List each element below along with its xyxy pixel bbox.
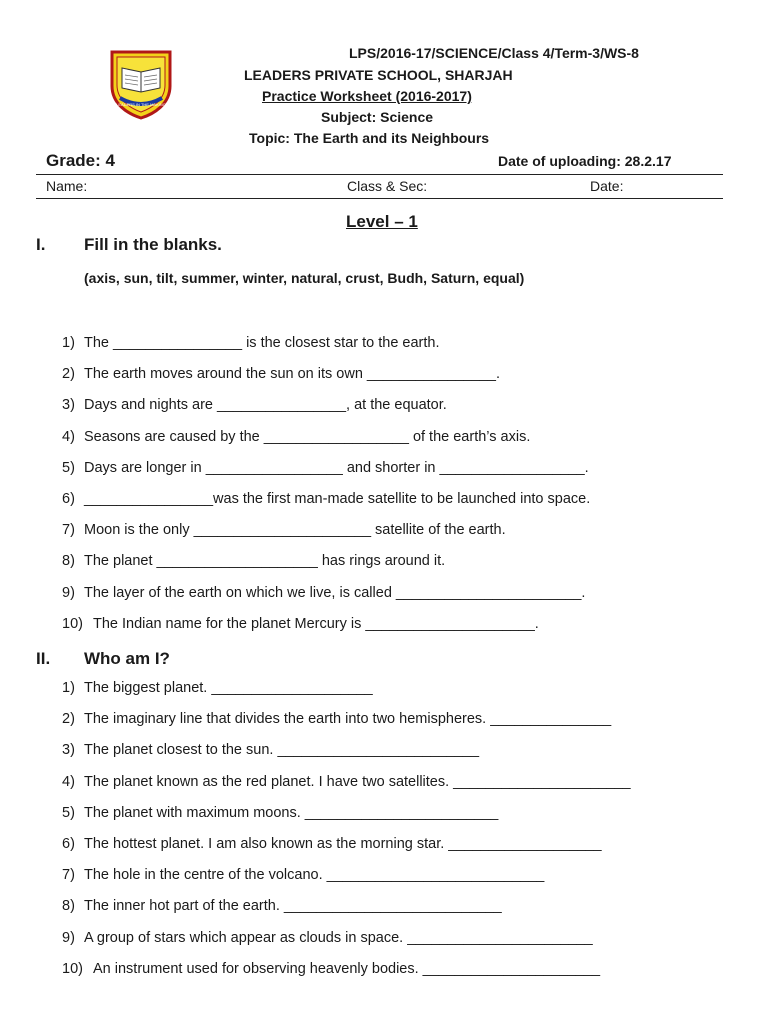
section1-title: Fill in the blanks. <box>84 235 222 254</box>
question-text: The planet with maximum moons. ________________________ <box>84 804 499 821</box>
section2-question <box>62 867 544 883</box>
question-number: 2) <box>62 366 75 383</box>
question-number: 10) <box>62 960 83 977</box>
section2-question <box>62 836 602 852</box>
question-text: The hole in the centre of the volcano. ___________________________ <box>84 867 545 884</box>
school-logo <box>108 48 174 120</box>
section1-question <box>62 491 590 507</box>
question-text: The layer of the earth on which we live, is called _______________________. <box>84 584 586 601</box>
section2-question <box>62 961 600 977</box>
question-text: The Indian name for the planet Mercury is _____________________. <box>93 615 539 632</box>
question-text: An instrument used for observing heavenly bodies. ______________________ <box>93 960 601 977</box>
school-name: LEADERS PRIVATE SCHOOL, SHARJAH <box>244 67 513 83</box>
topic: Topic: The Earth and its Neighbours <box>249 130 490 146</box>
question-text: The hottest planet. I am also known as the morning star. ___________________ <box>84 836 602 852</box>
grade: Grade: 4 <box>46 151 115 170</box>
class-sec-label: Class & Sec: <box>347 178 428 194</box>
level-heading: Level – 1 <box>346 212 418 231</box>
question-text: Moon is the only ______________________ satellite of the earth. <box>84 522 506 539</box>
section1-numeral: I. <box>36 235 46 254</box>
section1-question <box>62 585 585 601</box>
question-number: 5) <box>62 804 75 821</box>
section1-question <box>62 522 506 538</box>
question-text: ________________was the first man-made satellite to be launched into space. <box>84 491 591 507</box>
question-text: The biggest planet. ____________________ <box>84 680 373 696</box>
section2-title: Who am I? <box>84 649 170 668</box>
question-number: 9) <box>62 584 75 601</box>
question-number: 3) <box>62 397 75 414</box>
section2-question <box>62 930 593 946</box>
question-text: A group of stars which appear as clouds in space. _______________________ <box>84 929 593 946</box>
section2-question <box>62 711 611 727</box>
question-text: Days are longer in _________________ and shorter in __________________. <box>84 459 589 476</box>
section1-question <box>62 553 445 569</box>
question-text: Seasons are caused by the __________________ of the earth’s axis. <box>84 428 531 445</box>
section2-question <box>62 742 479 758</box>
worksheet-title: Practice Worksheet (2016-2017) <box>262 88 472 104</box>
question-text: Days and nights are ________________, at the equator. <box>84 397 447 414</box>
question-number: 7) <box>62 522 75 539</box>
question-number: 10) <box>62 615 83 632</box>
section1-question <box>62 429 530 445</box>
date-label: Date: <box>590 178 624 194</box>
question-number: 2) <box>62 711 75 728</box>
question-number: 8) <box>62 553 75 570</box>
question-number: 4) <box>62 428 75 445</box>
section2-question <box>62 805 498 821</box>
question-number: 1) <box>62 335 75 351</box>
question-text: The planet known as the red planet. I have two satellites. ______________________ <box>84 773 631 790</box>
divider-bottom <box>36 198 723 199</box>
question-number: 7) <box>62 867 75 884</box>
question-number: 8) <box>62 898 75 915</box>
name-label: Name: <box>46 178 88 194</box>
section2-question <box>62 774 631 790</box>
logo-motto: LEADERS IN THE MAKING <box>116 102 166 107</box>
section1-word-bank: (axis, sun, tilt, summer, winter, natural, crust, Budh, Saturn, equal) <box>84 270 525 286</box>
section1-question <box>62 616 539 632</box>
question-text: The planet ____________________ has rings around it. <box>84 553 446 570</box>
question-number: 3) <box>62 742 75 759</box>
question-number: 6) <box>62 836 75 852</box>
upload-date: Date of uploading: 28.2.17 <box>498 153 672 169</box>
question-number: 4) <box>62 773 75 790</box>
question-text: The planet closest to the sun. _________________________ <box>84 742 480 759</box>
question-number: 1) <box>62 680 75 696</box>
question-text: The earth moves around the sun on its own ________________. <box>84 366 500 383</box>
section1-question <box>62 335 440 351</box>
section2-numeral: II. <box>36 649 51 668</box>
section2-question <box>62 898 502 914</box>
question-number: 5) <box>62 459 75 476</box>
section1-question <box>62 460 589 476</box>
subject: Subject: Science <box>321 109 434 125</box>
question-number: 9) <box>62 929 75 946</box>
question-text: The inner hot part of the earth. ___________________________ <box>84 898 502 915</box>
section1-question <box>62 397 447 413</box>
section1-question <box>62 366 500 382</box>
question-text: The imaginary line that divides the earth into two hemispheres. _______________ <box>84 711 612 728</box>
divider-top <box>36 174 723 175</box>
question-number: 6) <box>62 491 75 507</box>
reference-code: LPS/2016-17/SCIENCE/Class 4/Term-3/WS-8 <box>349 45 639 61</box>
section2-question <box>62 680 373 696</box>
question-text: The ________________ is the closest star to the earth. <box>84 335 440 351</box>
